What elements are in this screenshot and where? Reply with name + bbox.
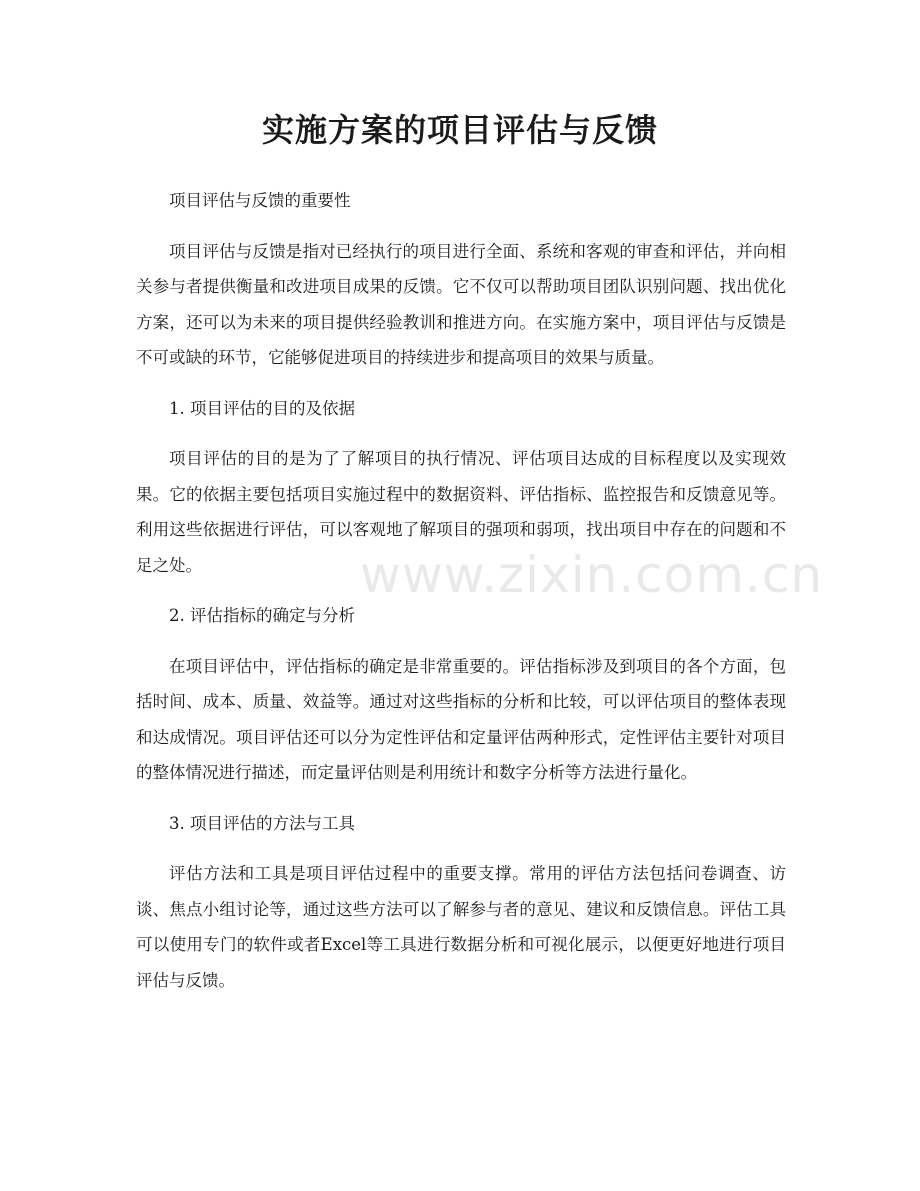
document-body: [136, 183, 786, 1013]
section-heading-purpose: 1. 项目评估的目的及依据: [169, 398, 355, 418]
document-title: 实施方案的项目评估与反馈: [261, 111, 658, 149]
section-paragraph-methods: 评估方法和工具是项目评估过程中的重要支撑。常用的评估方法包括问卷调查、访谈、焦点小组讨论等，通过这些方法可以了解参与者的意见、建议和反馈信息。评估工具可以使用专门的软件或者Excel等工具进行数据分析和可视化展示，以便更好地进行项目评估与反馈。: [136, 864, 786, 990]
section-paragraph-purpose: 项目评估的目的是为了了解项目的执行情况、评估项目达成的目标程度以及实现效果。它的依据主要包括项目实施过程中的数据资料、评估指标、监控报告和反馈意见等。利用这些依据进行评估，可以客观地了解项目的强项和弱项，找出项目中存在的问题和不足之处。: [136, 449, 786, 575]
section-paragraph-indicators: 在项目评估中，评估指标的确定是非常重要的。评估指标涉及到项目的各个方面，包括时间、成本、质量、效益等。通过对这些指标的分析和比较，可以评估项目的整体表现和达成情况。项目评估还可以分为定性评估和定量评估两种形式，定性评估主要针对项目的整体情况进行描述，而定量评估则是利用统计和数字分析等方法进行量化。: [136, 656, 786, 782]
section-heading-methods: 3. 项目评估的方法与工具: [169, 813, 355, 833]
section-heading-importance: 项目评估与反馈的重要性: [169, 191, 351, 210]
section-paragraph-importance: 项目评估与反馈是指对已经执行的项目进行全面、系统和客观的审查和评估，并向相关参与者提供衡量和改进项目成果的反馈。它不仅可以帮助项目团队识别问题、找出优化方案，还可以为未来的项目提供经验教训和推进方向。在实施方案中，项目评估与反馈是不可或缺的环节，它能够促进项目的持续进步和提高项目的效果与质量。: [136, 241, 786, 367]
watermark: www.zixin.com.cn: [360, 546, 824, 604]
section-heading-indicators: 2. 评估指标的确定与分析: [169, 606, 355, 625]
